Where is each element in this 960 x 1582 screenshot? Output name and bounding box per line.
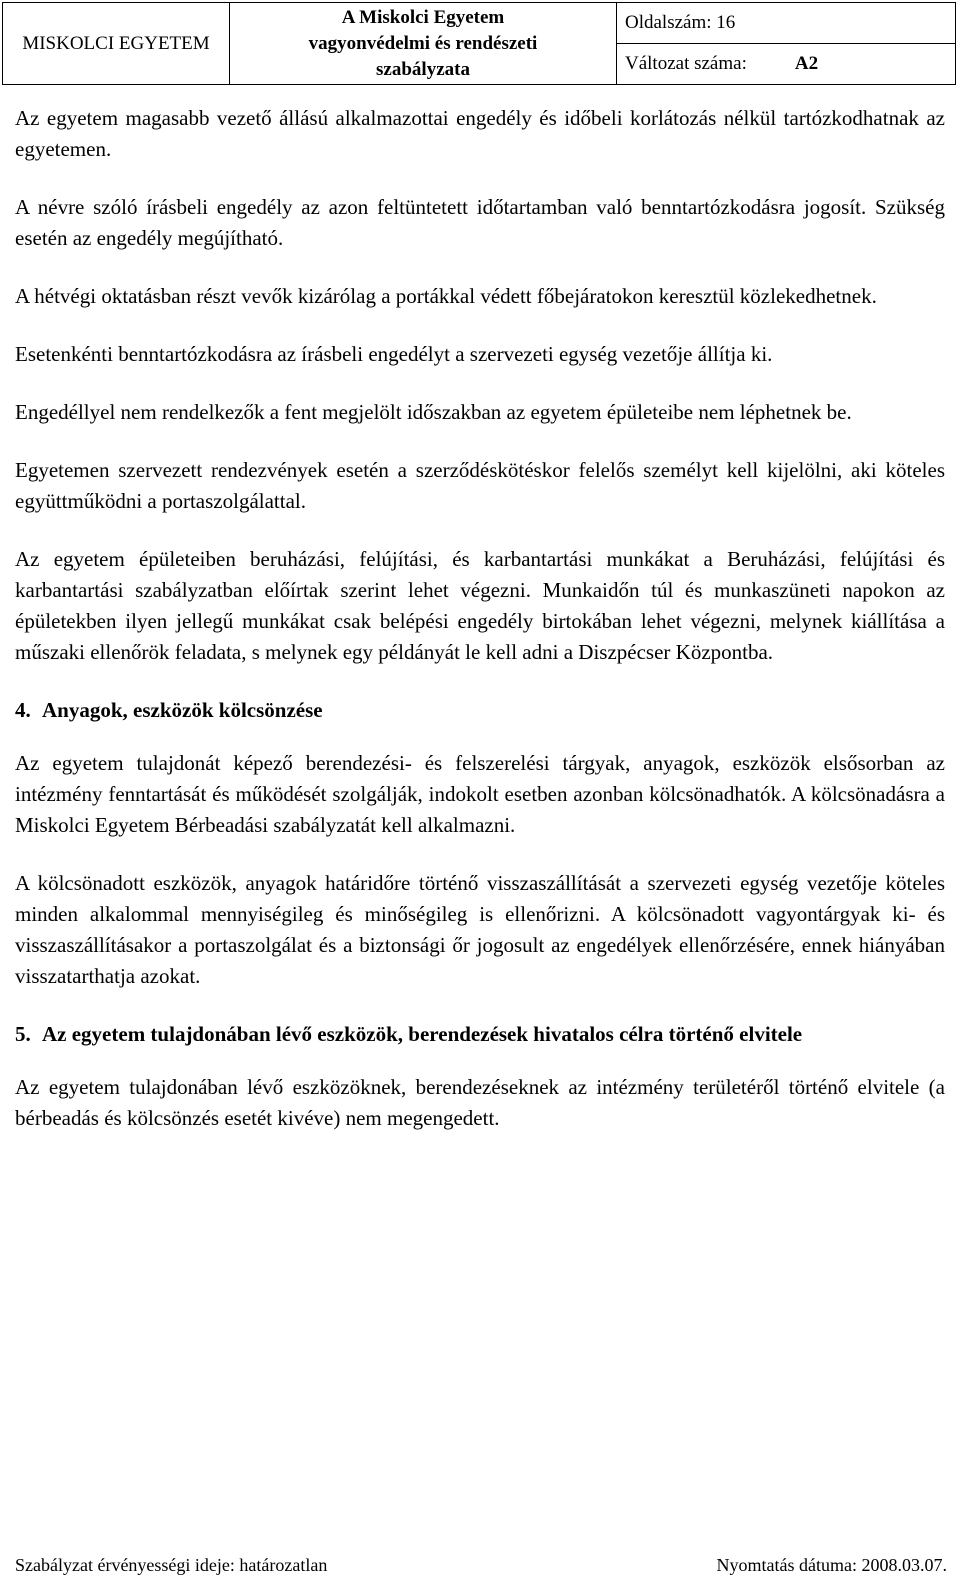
document-body xyxy=(15,103,945,1161)
validity-note: Szabályzat érvényességi ideje: határozatlan xyxy=(15,1555,328,1575)
document-header xyxy=(2,2,956,85)
version-label: Változat száma: xyxy=(625,53,747,74)
paragraph: Az egyetem épületeiben beruházási, felújítási, és karbantartási munkákat a Beruházási, felújítási és karbantartási szabályzatban előírtak szerint lehet végezni. Munkaidőn túl és munkaszüneti napokon az épületekben ilyen jellegű munkákat csak belépési engedély birtokában lehet végezni, melynek kiállítása a műszaki ellenőrök feladata, s melynek egy példányát le kell adni a Diszpécser Központba. xyxy=(15,547,945,664)
section-number: 4. xyxy=(15,698,31,722)
section-title: Anyagok, eszközök kölcsönzése xyxy=(42,698,323,722)
title-line: vagyonvédelmi és rendészeti xyxy=(308,32,538,54)
page-footer xyxy=(15,1555,947,1576)
section-heading xyxy=(15,695,945,726)
paragraph: Az egyetem tulajdonában lévő eszközöknek, berendezéseknek az intézmény területéről történő elvitele (a bérbeadás és kölcsönzés esetét kivéve) nem megengedett. xyxy=(15,1075,945,1130)
paragraph: A névre szóló írásbeli engedély az azon feltüntetett időtartamban való benntartózkodásra jogosít. Szükség esetén az engedély megújítható. xyxy=(15,195,945,250)
paragraph: Egyetemen szervezett rendezvények esetén a szerződéskötéskor felelős személyt kell kijelölni, aki köteles együttműködni a portaszolgálattal. xyxy=(15,458,945,513)
print-date: Nyomtatás dátuma: 2008.03.07. xyxy=(716,1555,947,1575)
title-line: A Miskolci Egyetem xyxy=(341,6,505,28)
paragraph: A kölcsönadott eszközök, anyagok határidőre történő visszaszállítását a szervezeti egység vezetője köteles minden alkalommal mennyiségileg és minőségileg is ellenőrizni. A kölcsönadott vagyontárgyak ki- és visszaszállításakor a portaszolgálat és a biztonsági őr jogosult az engedélyek ellenőrzésére, ennek hiányában visszatarthatja azokat. xyxy=(15,871,945,988)
title-line: szabályzata xyxy=(376,58,470,80)
section-number: 5. xyxy=(15,1022,31,1046)
document-title xyxy=(230,3,617,85)
paragraph: Az egyetem tulajdonát képező berendezési- és felszerelési tárgyak, anyagok, eszközök elsősorban az intézmény fenntartását és működését szolgálják, indokolt esetben azonban kölcsönadhatók. A kölcsönadásra a Miskolci Egyetem Bérbeadási szabályzatát kell alkalmazni. xyxy=(15,751,945,837)
paragraph: Engedéllyel nem rendelkezők a fent megjelölt időszakban az egyetem épületeibe nem léphetnek be. xyxy=(15,400,852,424)
paragraph: Esetenkénti benntartózkodásra az írásbeli engedélyt a szervezeti egység vezetője állítja ki. xyxy=(15,342,773,366)
version-cell xyxy=(617,44,956,85)
paragraph: Az egyetem magasabb vezető állású alkalmazottai engedély és időbeli korlátozás nélkül tartózkodhatnak az egyetemen. xyxy=(15,106,945,161)
section-title: Az egyetem tulajdonában lévő eszközök, berendezések hivatalos célra történő elvitele xyxy=(42,1022,803,1046)
organization-name: MISKOLCI EGYETEM xyxy=(3,3,230,85)
page-number: Oldalszám: 16 xyxy=(617,3,956,44)
section-heading xyxy=(15,1019,945,1050)
paragraph: A hétvégi oktatásban részt vevők kizárólag a portákkal védett főbejáratokon keresztül közlekedhetnek. xyxy=(15,284,877,308)
version-value: A2 xyxy=(794,53,819,74)
